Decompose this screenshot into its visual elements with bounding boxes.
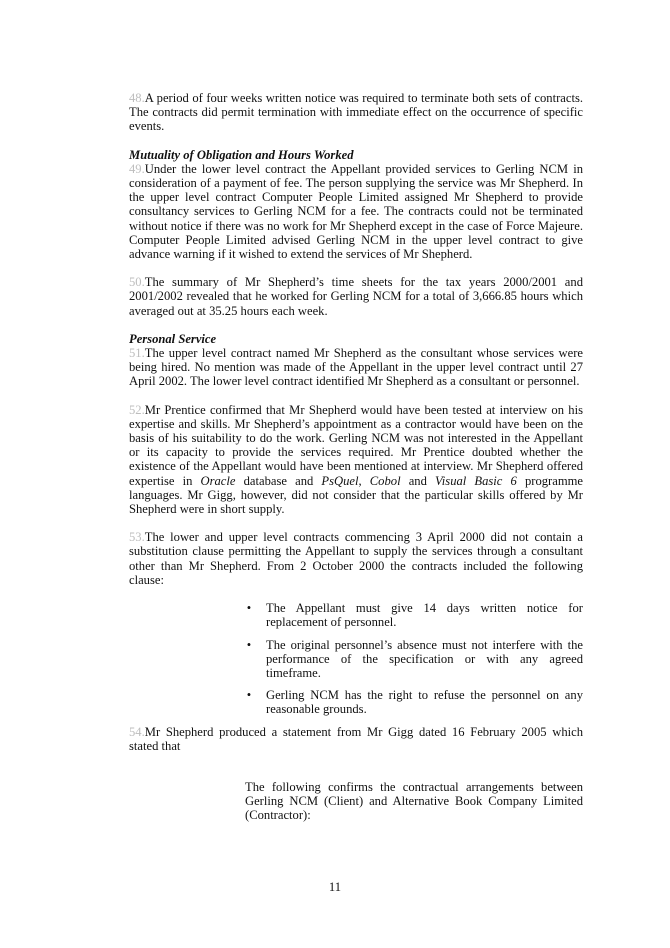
paragraph-text: database and	[235, 473, 322, 488]
block-quote: The following confirms the contractual arrangements between Gerling NCM (Client) and Alternative Book Company Limited (Contractor):	[245, 779, 583, 822]
list-item	[243, 688, 583, 716]
list-item	[243, 601, 583, 629]
paragraph-number: 53.	[129, 530, 145, 545]
list-item-text: Gerling NCM has the right to refuse the personnel on any reasonable grounds.	[266, 688, 583, 717]
term-oracle: Oracle	[200, 473, 236, 488]
term-psquel: PsQuel	[321, 473, 359, 488]
bullet-icon: •	[246, 688, 252, 703]
document-body	[129, 91, 583, 835]
term-cobol: Cobol	[369, 473, 401, 488]
paragraph-text: Mr Prentice confirmed that Mr Shepherd would have been tested at interview on his expertise and skills. Mr Shepherd’s appointment as a contractor would have been on the basis of his suitability to do the work. Gerling NCM was not interested in the Appellant or its capacity to provide the services required. Mr Prentice doubted whether the existence of the Appellant would have been mentioned at interview. Mr Shepherd offered expertise in	[129, 402, 583, 488]
paragraph-50	[129, 275, 583, 318]
paragraph-text: A period of four weeks written notice was required to terminate both sets of contracts. The contracts did permit termination with immediate effect on the occurrence of specific events.	[129, 91, 583, 134]
section-heading-mutuality: Mutuality of Obligation and Hours Worked	[129, 147, 354, 162]
paragraph-54	[129, 725, 583, 753]
paragraph-number: 50.	[129, 275, 145, 290]
paragraph-text: Under the lower level contract the Appellant provided services to Gerling NCM in consideration of a payment of fee. The person supplying the service was Mr Shepherd. In the upper level contract Computer People Limited assigned Mr Shepherd to provide consultancy services to Gerling NCM for a fee. The contracts could not be terminated without notice if there was no work for Mr Shepherd except in the case of Force Majeure. Computer People Limited advised Gerling NCM in the upper level contract to give advance warning if it wished to extend the services of Mr Shepherd.	[129, 161, 583, 262]
paragraph-text: The upper level contract named Mr Shepherd as the consultant whose services were being hired. No mention was made of the Appellant in the upper level contract until 27 April 2002. The lower level contract identified Mr Shepherd as a consultant or personnel.	[129, 346, 583, 389]
list-item-text: The Appellant must give 14 days written notice for replacement of personnel.	[266, 601, 583, 630]
paragraph-number: 51.	[129, 346, 145, 361]
paragraph-text: Mr Shepherd produced a statement from Mr Gigg dated 16 February 2005 which stated that	[129, 724, 583, 753]
bullet-icon: •	[246, 601, 252, 616]
paragraph-number: 48.	[129, 91, 145, 105]
page-number: 11	[328, 880, 342, 894]
paragraph-text: The summary of Mr Shepherd’s time sheets for the tax years 2000/2001 and 2001/2002 revealed that he worked for Gerling NCM for a total of 3,666.85 hours which averaged out at 35.25 hours each week.	[129, 275, 583, 318]
bullet-icon: •	[246, 637, 252, 652]
paragraph-text: ,	[358, 473, 370, 488]
paragraph-number: 49.	[129, 161, 145, 176]
paragraph-49	[129, 162, 583, 261]
paragraph-52	[129, 403, 583, 517]
paragraph-51	[129, 346, 583, 389]
paragraph-text: programme languages. Mr Gigg, however, did not consider that the particular skills offered by Mr Shepherd were in short supply.	[129, 473, 584, 517]
section-heading-personal-service: Personal Service	[129, 331, 217, 346]
paragraph-text: The lower and upper level contracts commencing 3 April 2000 did not contain a substitution clause permitting the Appellant to supply the services through a consultant other than Mr Shepherd. From 2 October 2000 the contracts included the following clause:	[129, 530, 583, 587]
paragraph-number: 54.	[129, 724, 145, 739]
paragraph-number: 52.	[129, 402, 145, 417]
paragraph-53	[129, 530, 583, 587]
clause-bullet-list	[243, 601, 583, 716]
list-item-text: The original personnel’s absence must not interfere with the performance of the specification or with any agreed timeframe.	[266, 637, 583, 680]
paragraph-text: and	[400, 473, 436, 488]
list-item	[243, 638, 583, 681]
paragraph-48	[129, 91, 583, 134]
term-visual-basic: Visual Basic 6	[435, 473, 517, 488]
